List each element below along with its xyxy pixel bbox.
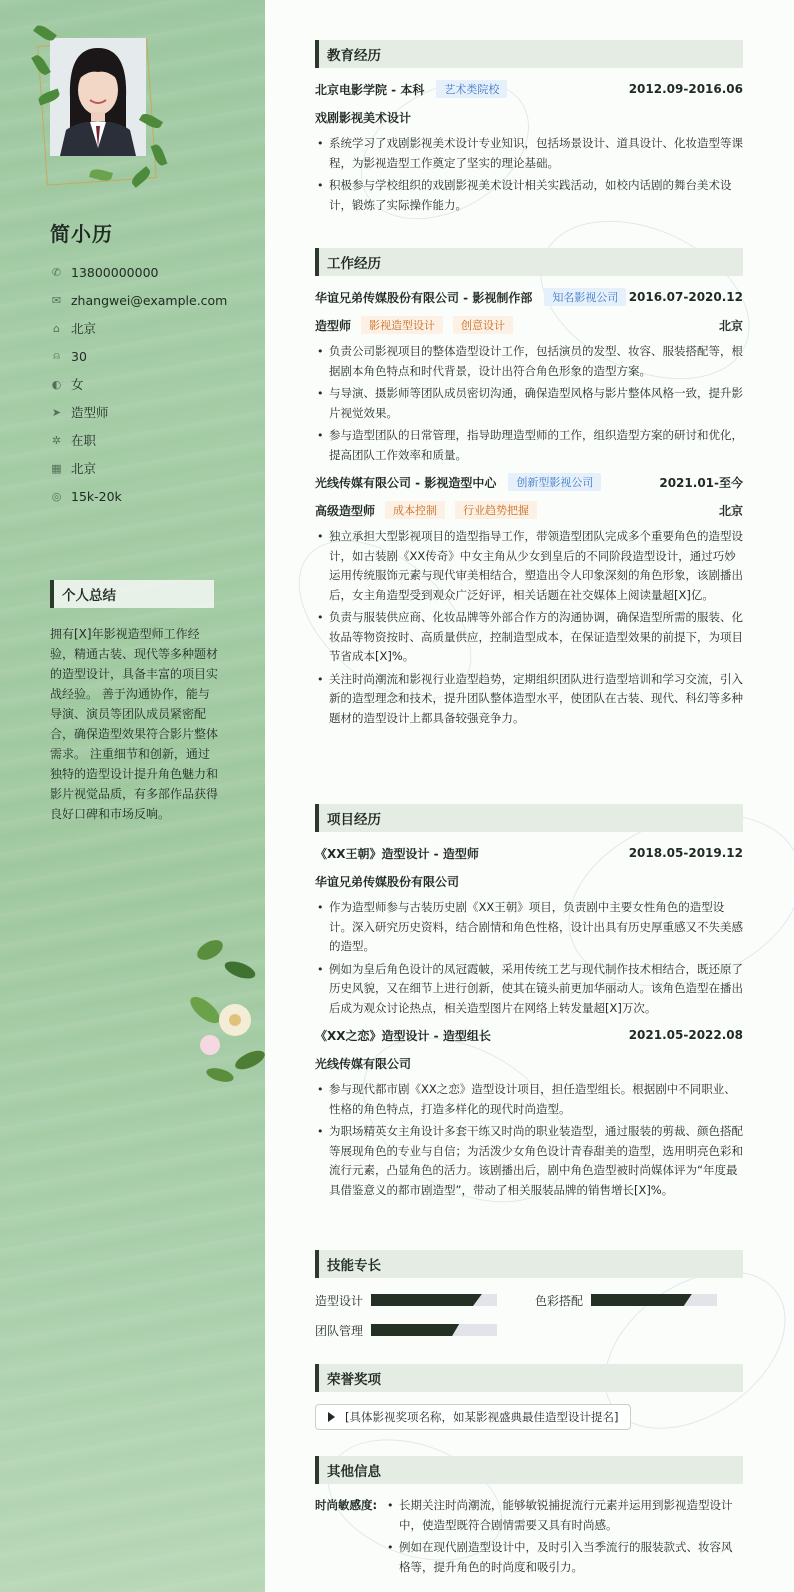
education-major: 戏剧影视美术设计 [315, 110, 412, 125]
contact-value: 13800000000 [71, 264, 159, 280]
skill-label: 造型设计 [315, 1293, 364, 1308]
project-name: 《XX之恋》造型设计 - 造型组长 [315, 1028, 491, 1043]
contact-value: 北京 [71, 321, 97, 336]
contact-gender [50, 370, 250, 398]
job-company: 华谊兄弟传媒股份有限公司 - 影视制作部 [315, 290, 533, 305]
contact-list [50, 258, 250, 510]
skill-tag: 行业趋势把握 [455, 501, 537, 519]
status-icon: ✲ [51, 433, 62, 447]
projects-section [315, 804, 743, 1203]
list-item: • 例如为皇后角色设计的凤冠霞帔，采用传统工艺与现代制作技术相结合，既还原了历史风貌，又在细节上进行创新，使其在镜头前更加华丽动人。该角色造型在播出后成为观众讨论热点，相关造型图片在网络上转发量超[X]万次。 [315, 960, 743, 1019]
job-role: 高级造型师 [315, 503, 376, 518]
building-icon: ▦ [51, 461, 62, 475]
skill-tag: 成本控制 [385, 501, 445, 519]
contact-salary [50, 482, 250, 510]
project-period: 2018.05-2019.12 [628, 846, 743, 860]
list-item: • 独立承担大型影视项目的造型指导工作，带领造型团队完成多个重要角色的造型设计，如古装剧《XX传奇》中女主角从少女到皇后的不同阶段造型设计，通过巧妙运用传统服饰元素与现代审美相结合，塑造出令人印象深刻的角色形象，该剧播出后，女主角造型受到观众广泛好评，相关话题在社交媒体上阅读量超[X]亿。 [315, 527, 743, 605]
job-period: 2016.07-2020.12 [628, 290, 743, 304]
contact-value: zhangwei@example.com [71, 292, 228, 308]
photo-frame [30, 20, 170, 195]
skill-bar [591, 1294, 717, 1306]
home-icon: ⌂ [53, 321, 60, 335]
project-company: 华谊兄弟传媒股份有限公司 [315, 874, 460, 889]
skills-section [315, 1250, 743, 1346]
section-heading: 荣誉奖项 [315, 1364, 743, 1392]
other-key: 时尚敏感度: [315, 1498, 378, 1512]
job-role: 造型师 [315, 318, 352, 333]
education-period: 2012.09-2016.06 [628, 82, 743, 96]
project-company: 光线传媒有限公司 [315, 1056, 412, 1071]
list-item: • 与导演、摄影师等团队成员密切沟通，确保造型风格与影片整体风格一致，提升影片视觉效果。 [315, 384, 743, 423]
job-header [315, 286, 743, 308]
job-role-line [315, 314, 743, 336]
project-header [315, 842, 743, 864]
skill-item [315, 1320, 497, 1340]
list-item: • 积极参与学校组织的戏剧影视美术设计相关实践活动，如校内话剧的舞台美术设计，锻炼了实际操作能力。 [315, 176, 743, 215]
list-item: • 作为造型师参与古装历史剧《XX王朝》项目，负责剧中主要女性角色的造型设计。深入研究历史资料，结合剧情和角色性格，设计出具有历史厚重感又不失美感的造型。 [315, 898, 743, 957]
project-period: 2021.05-2022.08 [628, 1028, 743, 1042]
money-icon: ◎ [51, 489, 62, 503]
skill-bar [371, 1324, 497, 1336]
skill-label: 团队管理 [315, 1323, 364, 1338]
project-name: 《XX王朝》造型设计 - 造型师 [315, 846, 479, 861]
list-item: • 系统学习了戏剧影视美术设计专业知识，包括场景设计、道具设计、化妆造型等课程，为影视造型工作奠定了坚实的理论基础。 [315, 134, 743, 173]
skill-label: 色彩搭配 [535, 1293, 584, 1308]
school-tag: 艺术类院校 [436, 80, 507, 98]
section-heading: 技能专长 [315, 1250, 743, 1278]
job-city: 北京 [718, 503, 743, 518]
contact-position [50, 398, 250, 426]
skill-bar-fill [591, 1294, 692, 1306]
contact-age [50, 342, 250, 370]
skill-tag: 影视造型设计 [361, 316, 443, 334]
skill-item [535, 1290, 717, 1310]
contact-value: 15k-20k [71, 488, 122, 504]
company-tag: 知名影视公司 [544, 288, 626, 306]
play-icon [328, 1412, 335, 1422]
other-bullets [385, 1496, 743, 1580]
education-header [315, 78, 743, 100]
job-period: 2021.01-至今 [659, 475, 743, 490]
summary-text: 拥有[X]年影视造型师工作经验，精通古装、现代等多种题材的造型设计，具备丰富的项目实战经验。 善于沟通协作，能与导演、演员等团队成员紧密配合，确保造型效果符合影片整体需求。 注重细节和创新，通过独特的造型设计提升角色魅力和影片视觉品质，有多部作品获得良好口碑和市场反响。 [50, 627, 219, 821]
honors-section [315, 1364, 743, 1430]
skill-tag: 创意设计 [453, 316, 513, 334]
award-text: [具体影视奖项名称，如某影视盛典最佳造型设计提名] [345, 1410, 619, 1424]
skills-grid [315, 1290, 743, 1346]
contact-status [50, 426, 250, 454]
job-bullets [315, 342, 743, 465]
education-bullets [315, 134, 743, 215]
phone-icon: ✆ [51, 265, 62, 279]
section-heading: 项目经历 [315, 804, 743, 832]
gender-icon: ◐ [51, 377, 62, 391]
job-role-line [315, 499, 743, 521]
skill-item [315, 1290, 497, 1310]
candidate-name: 简小历 [50, 222, 113, 246]
list-item: • 负责与服装供应商、化妆品牌等外部合作方的沟通协调，确保造型所需的服装、化妆品等物资按时、高质量供应，控制造型成本，在保证造型效果的前提下，为项目节省成本[X]%。 [315, 608, 743, 667]
contact-value: 30 [71, 348, 87, 364]
contact-value: 造型师 [71, 405, 109, 420]
contact-value: 北京 [71, 461, 97, 476]
skill-bar-fill [371, 1294, 482, 1306]
main-content [265, 0, 794, 1592]
project-bullets [315, 898, 743, 1018]
list-item: • 负责公司影视项目的整体造型设计工作，包括演员的发型、妆容、服装搭配等，根据剧本角色特点和时代背景，设计出符合角色形象的造型方案。 [315, 342, 743, 381]
flower-decoration [180, 920, 265, 1090]
skill-bar [371, 1294, 497, 1306]
education-section [315, 40, 743, 218]
contact-email [50, 286, 250, 314]
skill-bar-fill [371, 1324, 459, 1336]
section-heading: 其他信息 [315, 1456, 743, 1484]
section-heading: 教育经历 [315, 40, 743, 68]
job-company: 光线传媒有限公司 - 影视造型中心 [315, 475, 497, 490]
list-item: • 为职场精英女主角设计多套干练又时尚的职业装造型，通过服装的剪裁、颜色搭配等展现角色的专业与自信；为活泼少女角色设计青春甜美的造型，选用明亮色彩和流行元素，凸显角色的活力。该剧播出后，剧中角色造型被时尚媒体评为“年度最具借鉴意义的都市剧造型”，带动了相关服装品牌的销售增长[X]%。 [315, 1122, 743, 1200]
project-bullets [315, 1080, 743, 1200]
job-header [315, 471, 743, 493]
mail-icon: ✉ [51, 293, 62, 307]
contact-location [50, 314, 250, 342]
list-item: • 例如在现代剧造型设计中，及时引入当季流行的服装款式、妆容风格等，提升角色的时尚度和吸引力。 [385, 1538, 743, 1577]
project-header [315, 1024, 743, 1046]
list-item: • 长期关注时尚潮流，能够敏锐捕捉流行元素并运用到影视造型设计中，使造型既符合剧情需要又具有时尚感。 [385, 1496, 743, 1535]
company-tag: 创新型影视公司 [508, 473, 601, 491]
list-item: • 参与现代都市剧《XX之恋》造型设计项目，担任造型组长。根据剧中不同职业、性格的角色特点，打造多样化的现代时尚造型。 [315, 1080, 743, 1119]
list-item: • 关注时尚潮流和影视行业造型趋势，定期组织团队进行造型培训和学习交流，引入新的造型理念和技术，提升团队整体造型水平，使团队在古装、现代、科幻等多种题材的造型设计上都具备较强竞争力。 [315, 670, 743, 729]
summary-heading: 个人总结 [50, 580, 214, 608]
contact-target-city [50, 454, 250, 482]
cake-icon: ⍝ [53, 349, 60, 362]
other-section [315, 1456, 743, 1580]
avatar [50, 38, 146, 156]
job-bullets [315, 527, 743, 728]
job-city: 北京 [718, 318, 743, 333]
school-name: 北京电影学院 - 本科 [315, 82, 425, 97]
contact-value: 在职 [71, 433, 97, 448]
award-item [315, 1404, 631, 1430]
send-icon: ➤ [51, 405, 62, 419]
section-heading: 工作经历 [315, 248, 743, 276]
contact-value: 女 [71, 377, 84, 392]
other-row [315, 1496, 743, 1580]
work-section [315, 248, 743, 731]
list-item: • 参与造型团队的日常管理，指导助理造型师的工作，组织造型方案的研讨和优化，提高团队工作效率和质量。 [315, 426, 743, 465]
leaf-pattern-background [265, 0, 794, 1592]
contact-phone [50, 258, 250, 286]
sidebar [0, 0, 265, 1592]
